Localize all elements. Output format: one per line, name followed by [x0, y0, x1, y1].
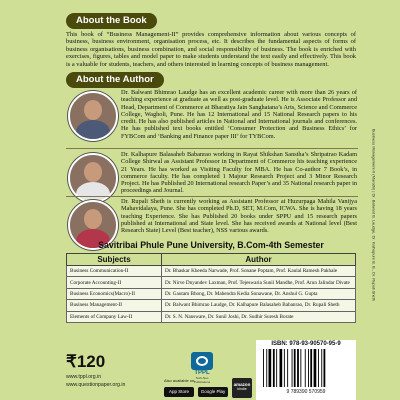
website-link[interactable]: www.questionpaper.org.in — [66, 382, 126, 388]
subjects-table — [66, 253, 356, 323]
website-link[interactable]: www.tppl.org.in — [66, 374, 102, 380]
table-row — [67, 288, 356, 299]
divider — [66, 148, 358, 149]
tppl-logo-icon — [191, 352, 213, 370]
subject-cell: Elements of Company Law-II — [67, 311, 162, 322]
table-row — [67, 311, 356, 322]
author-cell: Dr. Bhaskar Kheeda Narwade, Prof. Sonane Poptam, Prof. Kaulal Ramesh Pakhale — [162, 266, 356, 277]
isbn-label: ISBN: 978-93-90570-95-9 — [271, 341, 341, 347]
app-store-badge[interactable]: App Store — [164, 387, 194, 397]
table-row — [67, 266, 356, 277]
barcode-icon — [262, 349, 350, 387]
subject-cell: Business Economics(Macro)-II — [67, 288, 162, 299]
table-header-subjects: Subjects — [67, 254, 162, 266]
subject-cell: Business Communication-II — [67, 266, 162, 277]
author-cell: Dr. Nirve Dnyandev Laxman, Prof. Tejeswaria Sunil Mandhe, Prof. Arun Jalindar Divate — [162, 277, 356, 288]
subject-cell: Business Management-II — [67, 300, 162, 311]
amazon-kindle-badge[interactable]: amazon kindle — [232, 378, 252, 398]
table-row — [67, 277, 356, 288]
subject-cell: Corporate Accounting-II — [67, 277, 162, 288]
publisher-logo: TPPL Tech-Neo Publications — [188, 352, 216, 384]
table-row — [67, 300, 356, 311]
price: ₹120 — [66, 352, 106, 371]
divider — [66, 196, 358, 197]
available-on-label: Also available on: — [164, 378, 196, 383]
about-book-text: This book of “Business Management-II” provides comprehensive information about various concepts of business, business environment, organisation process, etc. It describes the fundamental aspects of forms of business organisations, business combination, and social responsibility of business. The book is enriched with exercises, figures, tables and model paper to make students understand the text easily and effectively. This book is a valuable for students, teachers, and others interested in learning concepts of business management. — [66, 31, 356, 68]
author-photo-1 — [68, 91, 118, 141]
author-bio-3: Dr. Rupali Sheth is currently working as Assistant Professor at Huzurpaga Mahila Vanijya Mahavidalaya, Pune. She has completed Ph.D, SET, M.Com, ICWA. She is having 18 years teaching Experience. She has Published 20 books under SPPU and 15 research papers published at International and State level. She has received awards at National level (Best Research State) Level (Best teacher), NSS various awards. — [121, 198, 357, 235]
author-bio-1: Dr. Balwant Bhimrao Laudge has an excellent academic career with more than 26 years of teaching experience at graduate as well as post-graduate level. He is Associate Professor and Head, Department of Commerce at Bharatiya Jain Sanghatana’s Arts, Science and Commerce College, Wagholi, Pune. He has 12 International and 15 National Research papers to his credit. He has also published articles in National and International journals and conferences. He has published text books entitled ‘Consumer Protection and Business Ethics’ for FYBCom and ‘Banking and Finance paper III’ for TYBCom. — [121, 89, 357, 140]
table-header-author: Author — [162, 254, 356, 266]
author-cell: Dr. Balwant Bhimrao Laudge, Dr. Kalhapure Balasaheb Babanrao, Dr. Rupali Sheth — [162, 300, 356, 311]
author-cell: Dr. S. N. Nansware, Dr. Sunil Joshi, Dr. Sudhir Suresh Borate — [162, 311, 356, 322]
google-play-badge[interactable]: Google Play — [198, 387, 228, 397]
about-book-heading: About the Book — [66, 13, 157, 29]
author-cell: Dr. Gautam Bhong, Dr. Mahendra Kedia Sonawane, Dr. Anshul G. Gupta — [162, 288, 356, 299]
author-bio-2: Dr. Kalhapure Balasaheb Babanrao working in Rayat Shikshan Sanstha’s Shripatrao Kadam College Shirwal as Assistant Professor in Department of Commerce his teaching experience 21 Years. He has worked as Visiting Faculty for MBA. He has Co-author 7 Book’s, in commerce faculty. He has completed 1 Majour Research Project and 3 Minor Research Project. He has Published 20 International research Paper’s and 35 National research paper in proceedings and Journal. — [121, 151, 357, 195]
university-line: Savitribai Phule Pune University, B.Com-4th Semester — [98, 240, 324, 250]
isbn-number: 9 789390 570959 — [286, 389, 326, 395]
spine-text: Business Management-II (Marathi) | Dr. Balwant B. Laudge, Dr. Kalhapure B. B., Dr. Rupali Sheth — [371, 128, 377, 302]
about-author-heading: About the Author — [66, 72, 164, 88]
